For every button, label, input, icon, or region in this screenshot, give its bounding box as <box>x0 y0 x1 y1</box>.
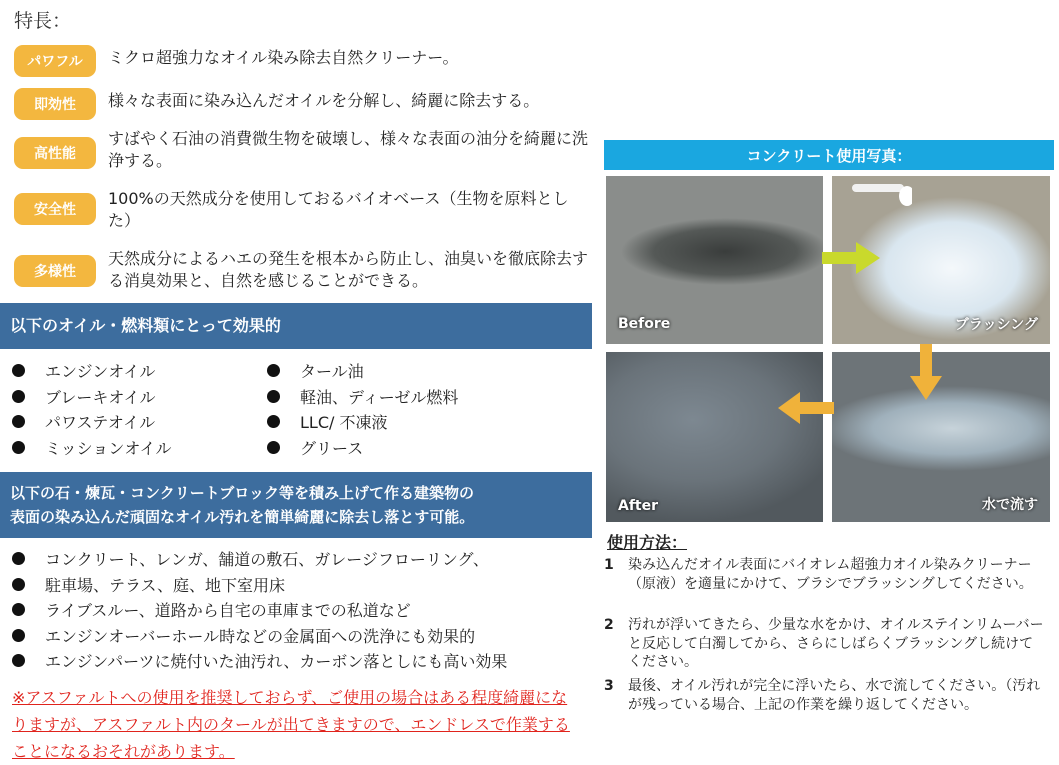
badge-performance: 高性能 <box>14 137 96 169</box>
list-item <box>267 409 458 435</box>
bullet-icon <box>267 390 280 403</box>
bullet-icon <box>267 415 280 428</box>
photo-after <box>606 352 823 522</box>
list-item-text: パワステオイル <box>45 413 156 433</box>
arrow-down-icon <box>908 342 944 402</box>
badge-fast: 即効性 <box>14 88 96 120</box>
bullet-icon <box>12 364 25 377</box>
photo-caption-after: After <box>618 498 659 514</box>
list-item-text: グリース <box>300 438 364 458</box>
arrow-left-icon <box>776 390 838 426</box>
list-item <box>12 623 507 649</box>
list-item-text: エンジンパーツに焼付いた油汚れ、カーボン落としにも高い効果 <box>45 652 508 672</box>
bullet-icon <box>12 415 25 428</box>
step-number: 3 <box>604 678 614 694</box>
photo-before <box>606 176 823 344</box>
oil-list-left <box>12 358 172 460</box>
bullet-icon <box>12 629 25 642</box>
list-item-text: 駐車場、テラス、庭、地下室用床 <box>45 575 286 595</box>
list-item-text: エンジンオイル <box>45 362 156 382</box>
asphalt-warning: ※アスファルトへの使用を推奨しておらず、ご使用の場合はある程度綺麗になりますが、アスファルト内のタールが出てきますので、エンドレスで作業することになるおそれがあります。 <box>12 688 570 761</box>
list-item-text: ミッションオイル <box>45 438 172 458</box>
oil-list-right <box>267 358 458 460</box>
badge-safety: 安全性 <box>14 193 96 225</box>
list-item <box>12 409 172 435</box>
list-item-text: 軽油、ディーゼル燃料 <box>300 387 459 407</box>
stone-banner-line2: 表面の染み込んだ頑固なオイル汚れを簡単綺麗に除去し落とす可能。 <box>10 508 475 526</box>
stone-banner-line1: 以下の石・煉瓦・コンクリートブロック等を積み上げて作る建築物の <box>10 484 474 502</box>
usage-step-3 <box>604 677 1044 714</box>
list-item-text: タール油 <box>300 362 364 382</box>
list-item <box>267 435 458 461</box>
photo-section-banner: コンクリート使用写真： <box>604 140 1054 170</box>
list-item-text: コンクリート、レンガ、舗道の敷石、ガレージフローリング、 <box>45 550 489 570</box>
list-item <box>12 546 507 572</box>
step-text: 染み込んだオイル表面にバイオレム超強力オイル染みクリーナー（原液）を適量にかけて、ブラシでブラッシングしてください。 <box>628 557 1033 592</box>
usage-title: 使用方法： <box>607 533 688 552</box>
list-item-text: ライブスルー、道路から自宅の車庫までの私道など <box>45 601 411 621</box>
list-item-text: エンジンオーバーホール時などの金属面への洗浄にも効果的 <box>45 626 476 646</box>
photo-caption-brushing: ブラッシング <box>954 317 1038 333</box>
stone-list <box>12 546 507 674</box>
usage-step-2 <box>604 616 1044 672</box>
list-item-text: ブレーキオイル <box>45 387 156 407</box>
photo-caption-rinse: 水で流す <box>982 497 1038 513</box>
list-item <box>12 384 172 410</box>
arrow-right-icon <box>818 240 884 276</box>
bullet-icon <box>12 390 25 403</box>
bullet-icon <box>267 441 280 454</box>
list-item <box>12 358 172 384</box>
feature-text-safety: 100%の天然成分を使用しておるバイオベース（生物を原料とした） <box>108 189 569 230</box>
photo-caption-before: Before <box>618 316 671 332</box>
step-number: 1 <box>604 557 614 573</box>
bullet-icon <box>267 364 280 377</box>
list-item <box>12 572 507 598</box>
feature-text-fast: 様々な表面に染み込んだオイルを分解し、綺麗に除去する。 <box>108 91 540 110</box>
step-number: 2 <box>604 617 614 633</box>
bullet-icon <box>12 603 25 616</box>
bullet-icon <box>12 578 25 591</box>
bullet-icon <box>12 441 25 454</box>
step-text: 最後、オイル汚れが完全に浮いたら、水で流してください。（汚れが残っている場合、上記の作業を繰り返してください。 <box>628 678 1041 713</box>
feature-text-performance: すばやく石油の消費微生物を破壊し、様々な表面の油分を綺麗に洗浄する。 <box>108 129 589 170</box>
feature-text-versatility: 天然成分によるハエの発生を根本から防止し、油臭いを徹底除去する消臭効果と、自然を感じることができる。 <box>108 249 589 290</box>
list-item <box>12 435 172 461</box>
feature-text-powerful: ミクロ超強力なオイル染み除去自然クリーナー。 <box>108 48 459 67</box>
step-text: 汚れが浮いてきたら、少量な水をかけ、オイルステインリムーバーと反応して白濁してから、さらにしばらくブラッシングし続けてください。 <box>628 617 1044 670</box>
oil-section-banner: 以下のオイル・燃料類にとって効果的 <box>0 303 592 349</box>
badge-powerful: パワフル <box>14 45 96 77</box>
list-item-text: LLC/ 不凍液 <box>300 413 388 433</box>
usage-step-1 <box>604 556 1044 593</box>
list-item <box>267 384 458 410</box>
bullet-icon <box>12 654 25 667</box>
stone-section-banner <box>0 472 592 538</box>
list-item <box>12 648 507 674</box>
list-item <box>12 597 507 623</box>
list-item <box>267 358 458 384</box>
features-heading: 特長： <box>14 10 72 32</box>
badge-versatility: 多様性 <box>14 255 96 287</box>
bullet-icon <box>12 552 25 565</box>
brush-icon <box>852 176 912 216</box>
